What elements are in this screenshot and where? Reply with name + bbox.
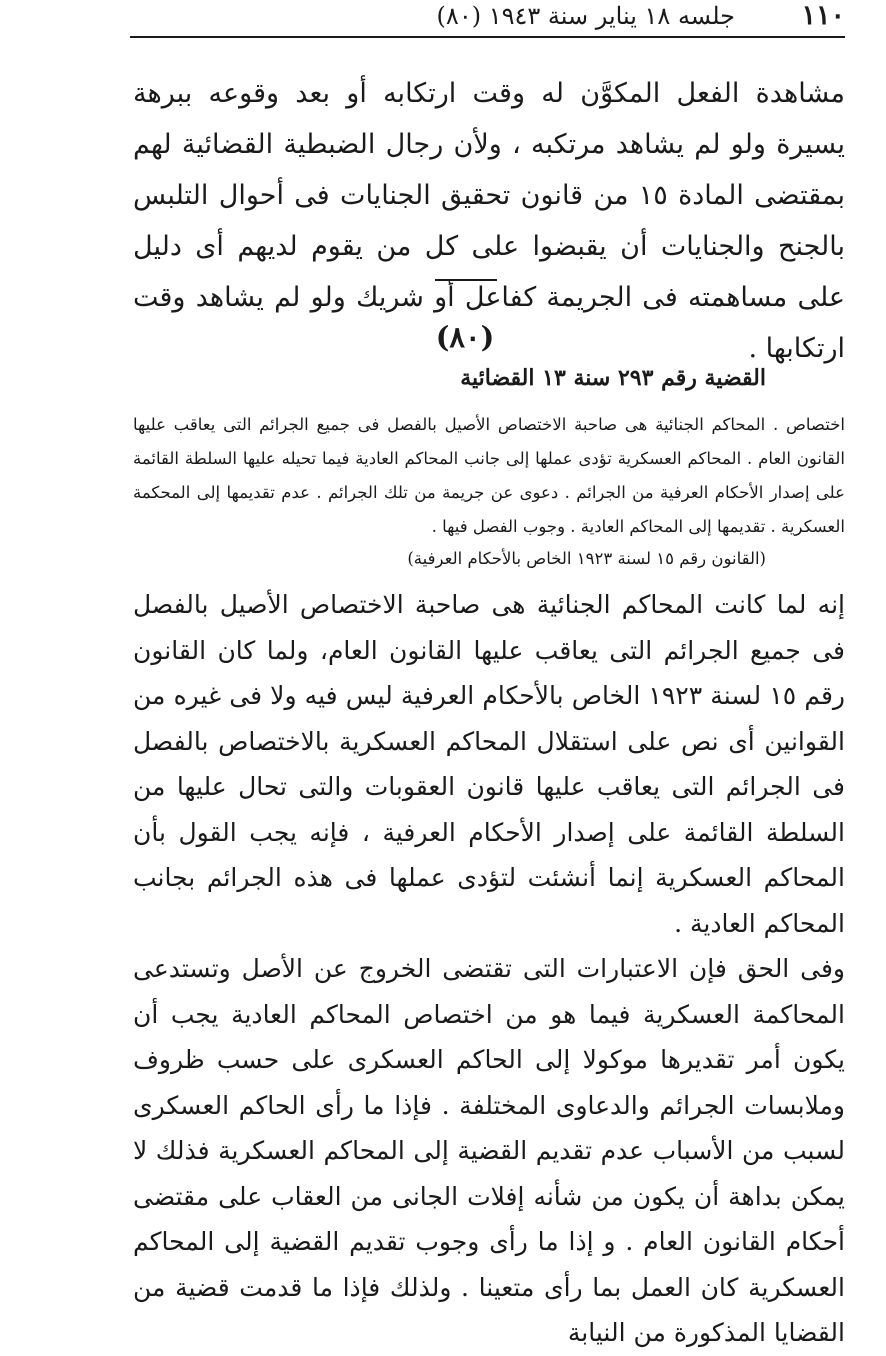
intro-text: مشاهدة الفعل المكوَّن له وقت ارتكابه أو بعد وقوعه ببرهة يسيرة ولو لم يشاهد مرتكبه ، ولأن رجال الضبطية القضائية لهم بمقتضى المادة ١٥ من قانون تحقيق الجنايات فى أحوال التلبس بالجنح والجنايات أن يقبضوا على كل من يقوم لديهم أى دليل على مساهمته فى الجريمة كفاعل أو شريك ولو لم يشاهد وقت ارتكابها . <box>133 78 846 364</box>
case-number: (٨٠) <box>435 320 495 354</box>
running-header <box>130 0 845 38</box>
case-summary <box>133 408 845 544</box>
summary-text: اختصاص . المحاكم الجنائية هى صاحبة الاختصاص الأصيل بالفصل فى جميع الجرائم التى يعاقب عليها القانون العام . المحاكم العسكرية تؤدى عملها إلى جانب المحاكم العادية فيما تحيله عليها السلطة القائمة على إصدار الأحكام العرفية من الجرائم . دعوى عن جريمة من تلك الجرائم . عدم تقديمها إلى المحكمة العسكرية . تقديمها إلى المحاكم العادية . وجوب الفصل فيها . <box>133 415 845 536</box>
page-number: ١١٠ <box>801 0 845 31</box>
section-divider <box>435 279 497 281</box>
body-paragraph: وفى الحق فإن الاعتبارات التى تقتضى الخروج عن الأصل وتستدعى المحاكمة العسكرية فيما هو من اختصاص المحاكم العادية يجب أن يكون أمر تقديرها موكولا إلى الحاكم العسكرى على حسب ظروف وملابسات الجرائم والدعاوى المختلفة . فإذا ما رأى الحاكم العسكرى لسبب من الأسباب عدم تقديم القضية إلى المحاكم العسكرية فذلك لا يمكن بداهة أن يكون من شأنه إفلات الجانى من العقاب على مقتضى أحكام القانون العام . و إذا ما رأى وجوب تقديم القضية إلى المحاكم العسكرية كان العمل بما رأى متعينا . ولذلك فإذا ما قدمت قضية من القضايا المذكورة من النيابة <box>133 954 845 1347</box>
judgment-body <box>133 582 845 1356</box>
body-paragraph: إنه لما كانت المحاكم الجنائية هى صاحبة الاختصاص الأصيل بالفصل فى جميع الجرائم التى يعاقب عليها القانون العام، ولما كان القانون رقم ١٥ لسنة ١٩٢٣ الخاص بالأحكام العرفية ليس فيه ولا فى غيره من القوانين أى نص على استقلال المحاكم العسكرية بالاختصاص بالفصل فى الجرائم التى يعاقب عليها قانون العقوبات والتى تحال عليها من السلطة القائمة على إصدار الأحكام العرفية ، فإنه يجب القول بأن المحاكم العسكرية إنما أنشئت لتؤدى عملها فى هذه الجرائم بجانب المحاكم العادية . <box>133 590 846 938</box>
case-title: القضية رقم ٢٩٣ سنة ١٣ القضائية <box>460 365 766 391</box>
header-title: جلسه ١٨ يناير سنة ١٩٤٣ (٨٠) <box>436 2 735 30</box>
law-reference: (القانون رقم ١٥ لسنة ١٩٢٣ الخاص بالأحكام العرفية) <box>407 549 766 568</box>
